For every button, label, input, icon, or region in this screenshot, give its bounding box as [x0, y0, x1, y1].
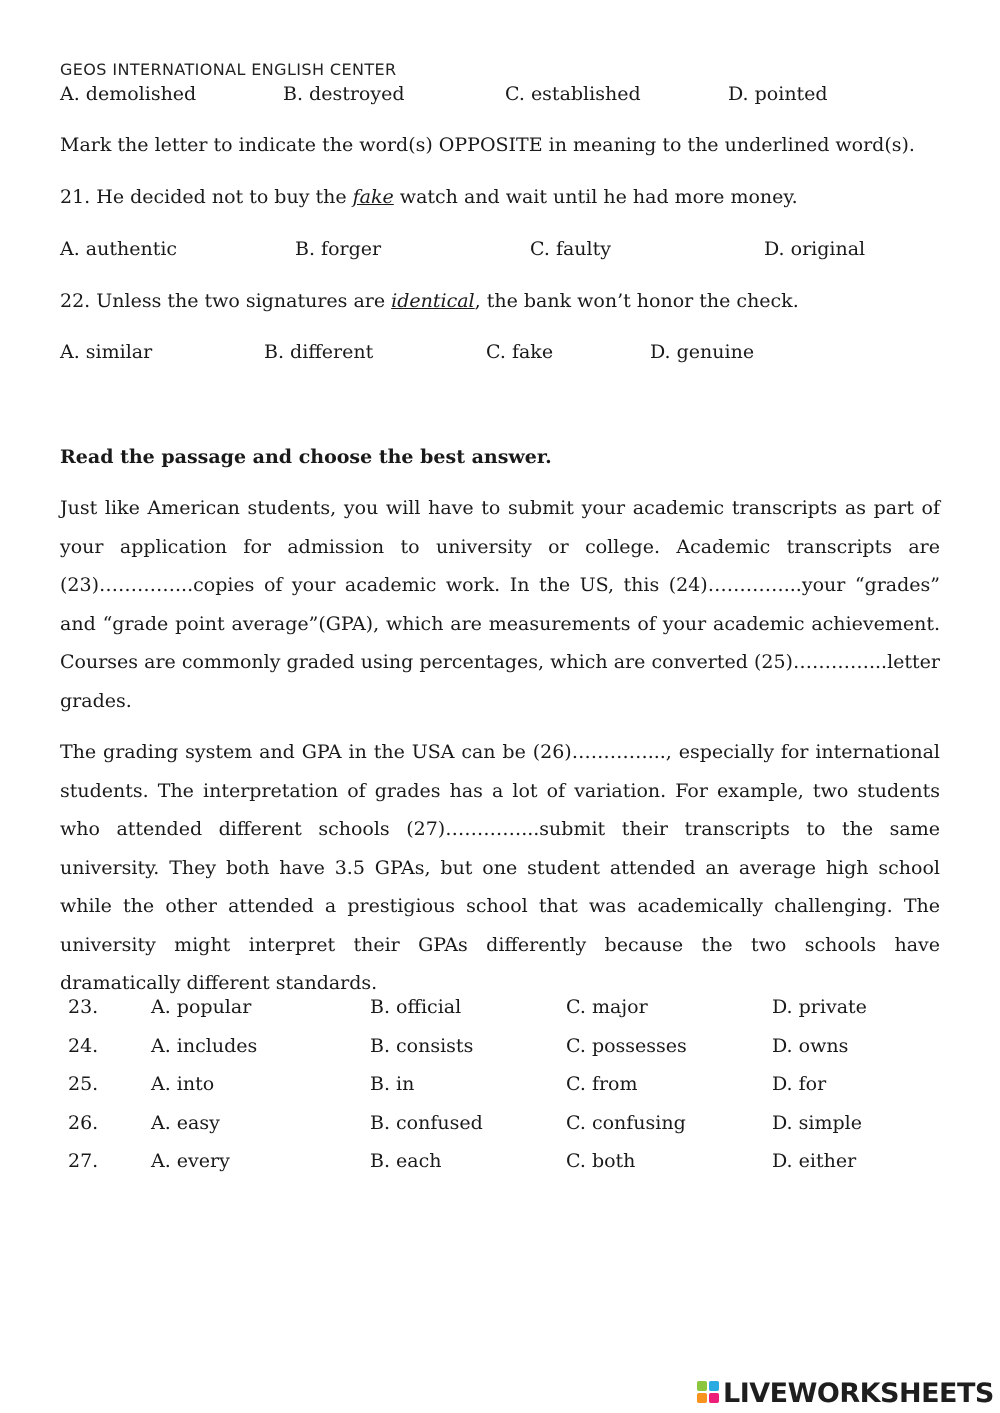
option-c[interactable]: C. established	[505, 83, 641, 105]
option-d[interactable]: D. original	[764, 238, 866, 260]
question-number: 23.	[68, 996, 99, 1018]
center-header: GEOS INTERNATIONAL ENGLISH CENTER	[60, 60, 397, 79]
option-a[interactable]: A. easy	[151, 1111, 220, 1134]
answer-row	[68, 1073, 948, 1112]
question-22-after: , the bank won’t honor the check.	[474, 290, 799, 312]
reading-passage	[60, 489, 940, 1003]
answer-row	[68, 996, 948, 1035]
question-22	[60, 290, 799, 312]
liveworksheets-logo[interactable]	[697, 1376, 994, 1410]
question-number: 27.	[68, 1150, 99, 1172]
option-c[interactable]: C. major	[566, 996, 648, 1018]
option-a[interactable]: A. authentic	[60, 238, 178, 260]
option-a[interactable]: A. into	[151, 1073, 215, 1095]
option-d[interactable]: D. simple	[772, 1111, 862, 1134]
option-a[interactable]: A. every	[151, 1150, 230, 1172]
option-b[interactable]: B. confused	[370, 1111, 483, 1134]
question-22-options	[60, 341, 940, 369]
passage-paragraph-2: The grading system and GPA in the USA can be (26)…………..., especially for international students. The interpretation of grades has a lot of variation. For example, two students who attended different schools (27)…………...submit their transcripts to the same university. They both have 3.5 GPAs, but one student attended an average high school while the other attended a prestigious school that was academically challenging. The university might interpret their GPAs differently because the two schools have dramatically different standards.	[60, 741, 940, 994]
opposite-instruction: Mark the letter to indicate the word(s) OPPOSITE in meaning to the underlined word(s).	[60, 134, 915, 156]
question-21	[60, 186, 798, 208]
option-a[interactable]: A. demolished	[60, 83, 197, 105]
question-22-before: 22. Unless the two signatures are	[60, 290, 392, 312]
option-d[interactable]: D. private	[772, 996, 867, 1018]
option-b[interactable]: B. each	[370, 1150, 442, 1172]
option-a[interactable]: A. includes	[151, 1034, 258, 1057]
liveworksheets-logo-icon	[697, 1381, 721, 1405]
liveworksheets-logo-text: LIVEWORKSHEETS	[723, 1377, 994, 1409]
option-b[interactable]: B. different	[264, 341, 374, 363]
option-d[interactable]: D. either	[772, 1150, 857, 1172]
option-c[interactable]: C. faulty	[530, 238, 611, 260]
question-21-options	[60, 238, 940, 266]
answer-row	[68, 1112, 948, 1151]
answer-row	[68, 1150, 948, 1189]
option-c[interactable]: C. confusing	[566, 1111, 686, 1134]
question-number: 25.	[68, 1073, 99, 1095]
option-b[interactable]: B. in	[370, 1073, 415, 1095]
question-number: 24.	[68, 1034, 99, 1057]
option-c[interactable]: C. possesses	[566, 1034, 687, 1057]
option-d[interactable]: D. for	[772, 1073, 827, 1095]
question-22-underlined-word: identical	[391, 290, 475, 312]
option-b[interactable]: B. destroyed	[283, 83, 405, 105]
option-a[interactable]: A. similar	[60, 341, 153, 363]
passage-paragraph-1: Just like American students, you will have to submit your academic transcripts as part of your application for admission to university or college. Academic transcripts are (23)…………...copies of your academic work. In the US, this (24)…………...your “grades” and “grade point average”(GPA), which are measurements of your academic achievement. Courses are commonly graded using percentages, which are converted (25)…………...letter grades.	[60, 497, 940, 712]
option-d[interactable]: D. pointed	[728, 83, 828, 105]
previous-question-options	[60, 83, 940, 111]
option-d[interactable]: D. genuine	[650, 341, 755, 363]
answer-options-table	[68, 996, 948, 1189]
question-number: 26.	[68, 1111, 99, 1134]
option-d[interactable]: D. owns	[772, 1034, 849, 1057]
question-21-before: 21. He decided not to buy the	[60, 186, 353, 208]
answer-row	[68, 1035, 948, 1074]
passage-instruction: Read the passage and choose the best answer.	[60, 446, 552, 468]
option-b[interactable]: B. forger	[295, 238, 382, 260]
option-a[interactable]: A. popular	[151, 996, 252, 1018]
option-c[interactable]: C. both	[566, 1150, 636, 1172]
option-b[interactable]: B. consists	[370, 1034, 474, 1057]
option-c[interactable]: C. fake	[486, 341, 554, 363]
option-b[interactable]: B. official	[370, 996, 462, 1018]
option-c[interactable]: C. from	[566, 1073, 638, 1095]
question-21-underlined-word: fake	[352, 186, 394, 208]
question-21-after: watch and wait until he had more money.	[393, 186, 798, 208]
